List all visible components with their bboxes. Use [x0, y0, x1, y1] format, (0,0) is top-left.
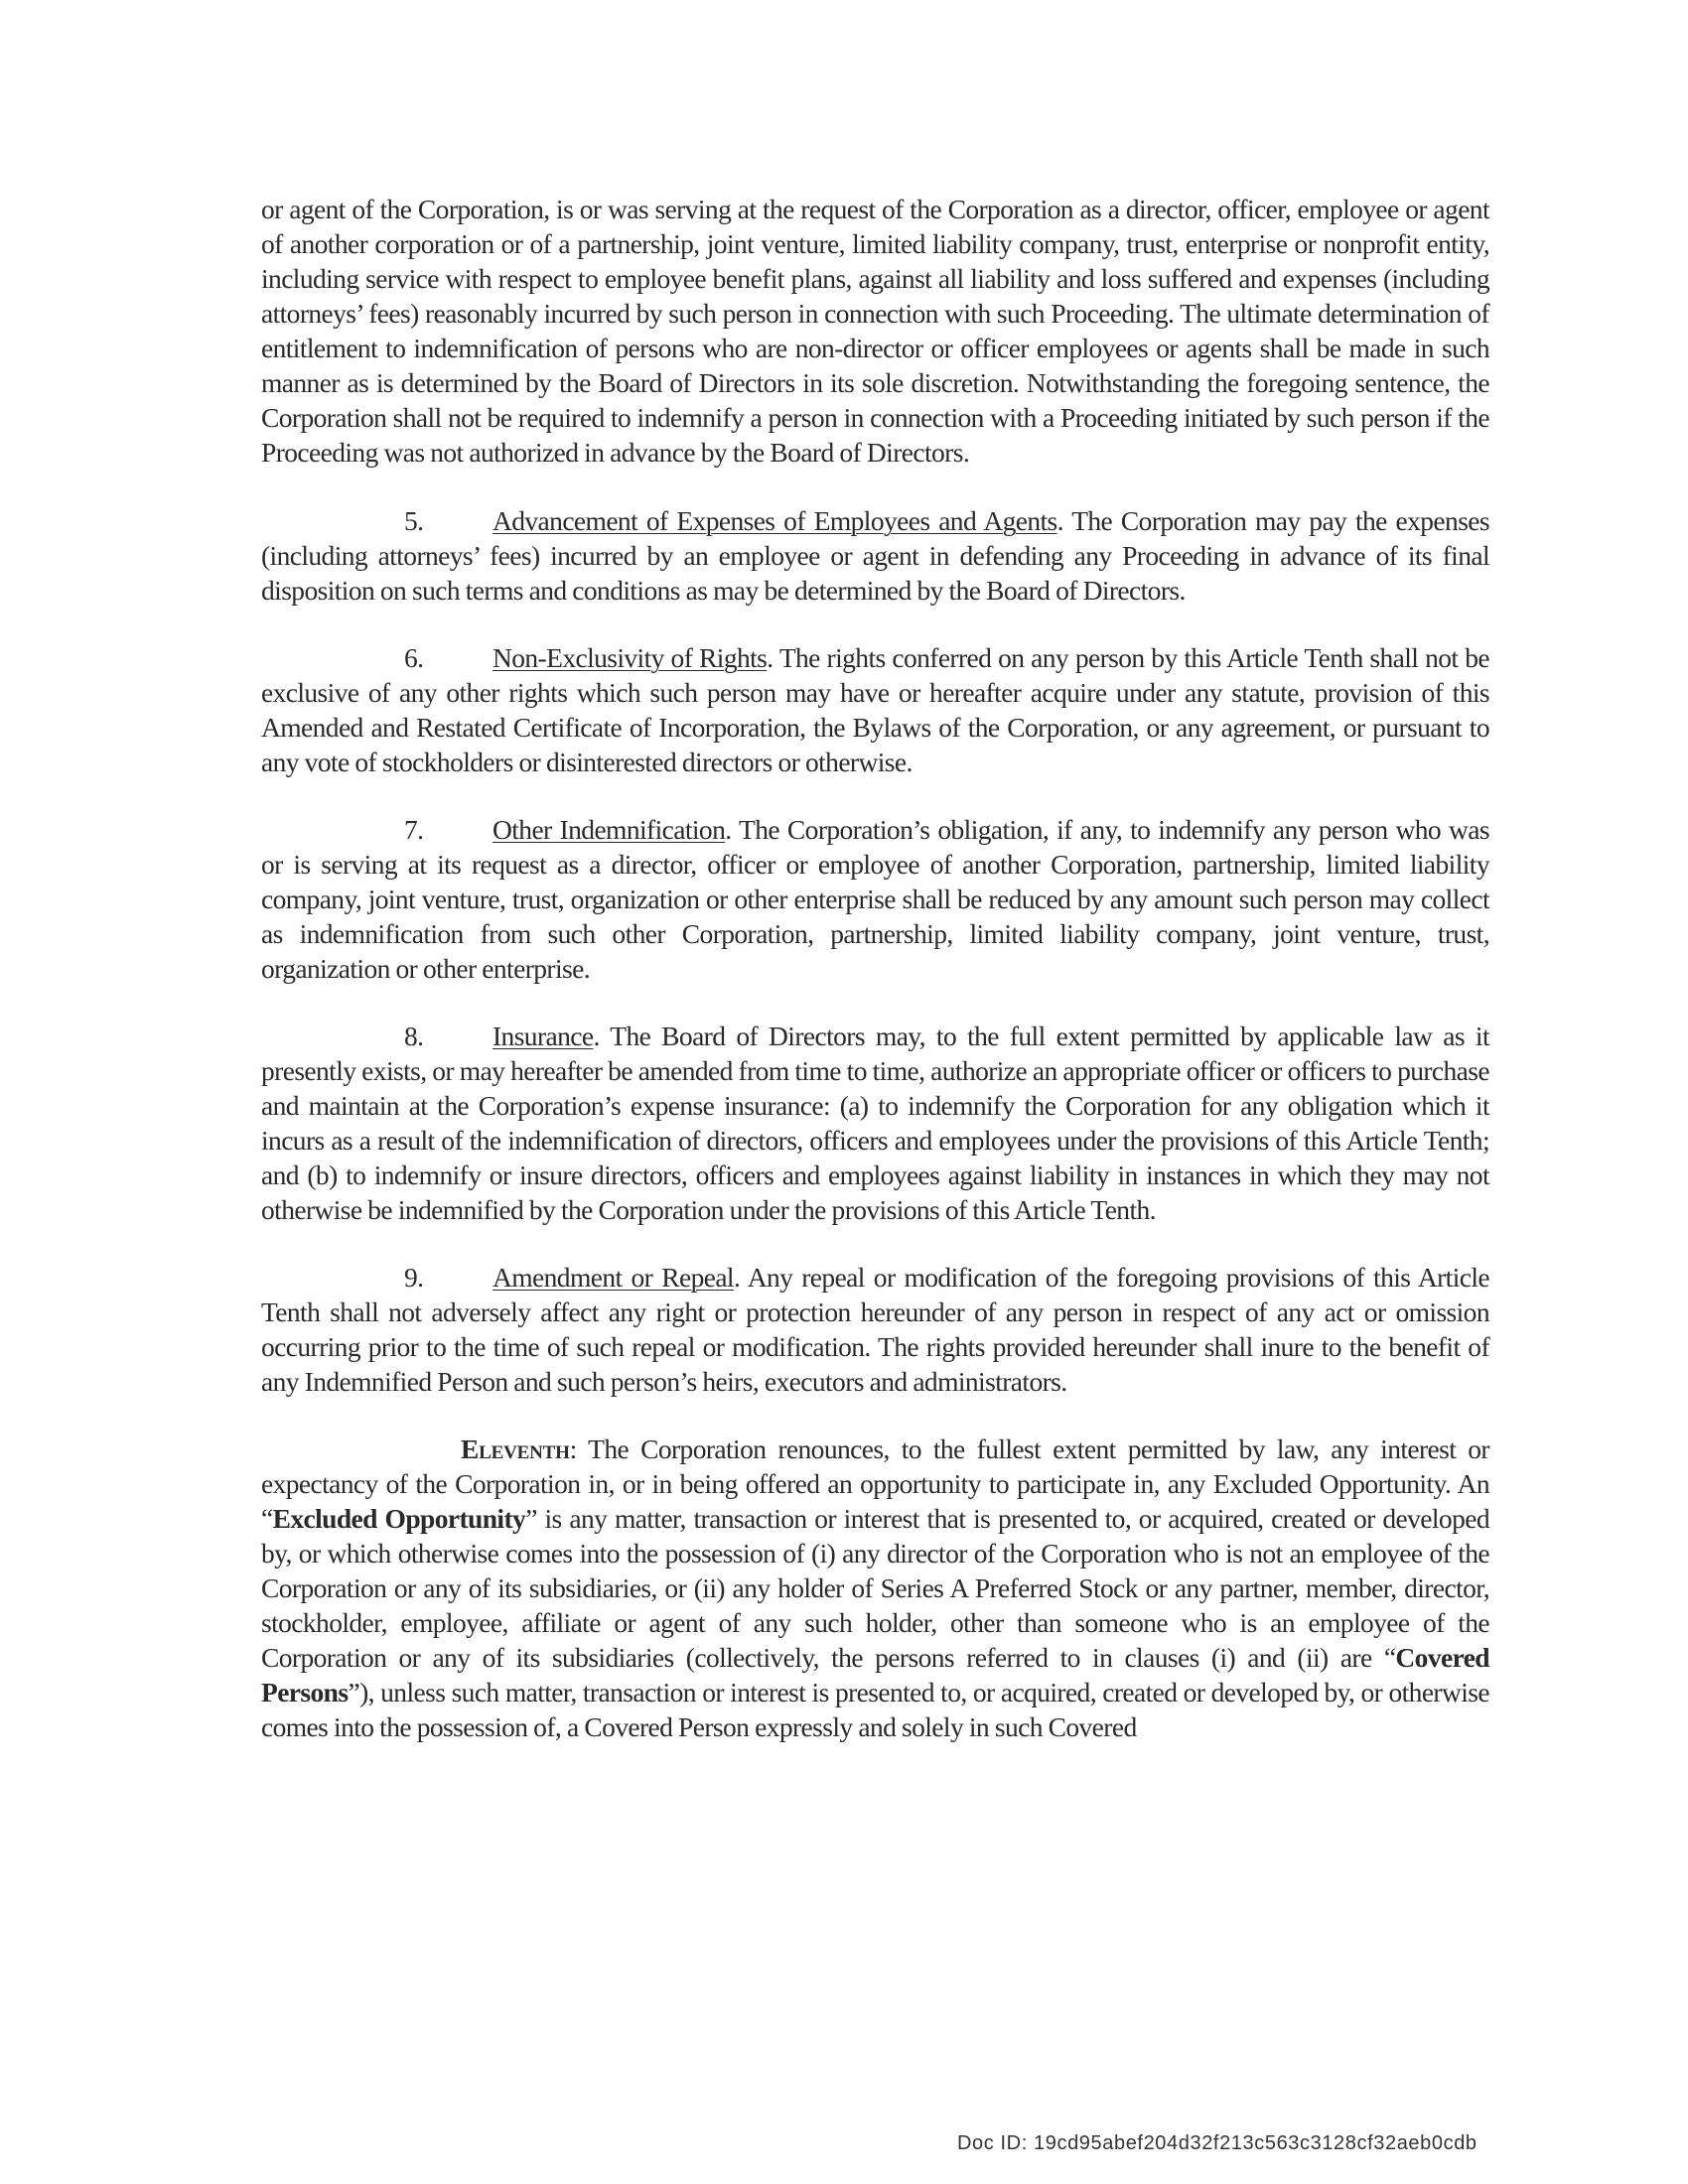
document-page: [261, 192, 1489, 1777]
section-6-non-exclusivity-of-rights: [261, 640, 1489, 779]
article-body-part-1: : The Corporation renounces, to the fullest extent permitted by law, any interest or expectancy of the Corporation in, or in being offered an opportunity to participate in, any Excluded Opportunity. An “: [261, 1433, 1489, 1534]
section-5-advancement-of-expenses: [261, 503, 1489, 608]
section-number: 8.: [404, 1021, 424, 1051]
section-body: . The Corporation’s obligation, if any, to indemnify any person who was or is serving at its request as a director, officer or employee of another Corporation, partnership, limited liability company, joint venture, trust, organization or other enterprise shall be reduced by any amount such person may collect as indemnification from such other Corporation, partnership, limited liability company, joint venture, trust, organization or other enterprise.: [261, 814, 1489, 984]
section-heading: Amendment or Repeal: [492, 1262, 734, 1293]
section-number: 6.: [404, 642, 424, 673]
defined-term-excluded-opportunity: Excluded Opportunity: [272, 1503, 526, 1534]
article-body-part-3: ”), unless such matter, transaction or interest is presented to, or acquired, created or developed by, or otherwise comes into the possession of, a Covered Person expressly and solely in such Covered: [261, 1677, 1489, 1742]
doc-id-footer: Doc ID: 19cd95abef204d32f213c563c3128cf32aeb0cdb: [957, 2132, 1477, 2154]
section-heading: Other Indemnification: [492, 814, 726, 845]
section-9-amendment-or-repeal: [261, 1260, 1489, 1399]
section-heading: Advancement of Expenses of Employees and Agents: [492, 505, 1057, 536]
section-body: . Any repeal or modification of the foregoing provisions of this Article Tenth shall not adversely affect any right or protection hereunder of any person in respect of any act or omission occurring prior to the time of such repeal or modification. The rights provided hereunder shall inure to the benefit of any Indemnified Person and such person’s heirs, executors and administrators.: [261, 1262, 1489, 1397]
article-eleventh: [261, 1432, 1489, 1744]
section-number: 7.: [404, 814, 424, 845]
section-7-other-indemnification: [261, 812, 1489, 986]
section-number: 5.: [404, 505, 424, 536]
defined-term-covered-persons: Covered Persons: [261, 1642, 1489, 1707]
section-number: 9.: [404, 1262, 424, 1293]
section-body: . The rights conferred on any person by this Article Tenth shall not be exclusive of any other rights which such person may have or hereafter acquire under any statute, provision of this Amended and Restated Certificate of Incorporation, the Bylaws of the Corporation, or any agreement, or pursuant to any vote of stockholders or disinterested directors or otherwise.: [261, 642, 1489, 777]
section-heading: Non-Exclusivity of Rights: [492, 642, 768, 673]
article-body-part-2: ” is any matter, transaction or interest that is presented to, or acquired, created or developed by, or which otherwise comes into the possession of (i) any director of the Corporation who is not an employee of the Corporation or any of its subsidiaries, or (ii) any holder of Series A Preferred Stock or any partner, member, director, stockholder, employee, affiliate or agent of any such holder, other than someone who is an employee of the Corporation or any of its subsidiaries (collectively, the persons referred to in clauses (i) and (ii) are “: [261, 1503, 1489, 1673]
section-heading: Insurance: [492, 1021, 594, 1051]
section-8-insurance: [261, 1019, 1489, 1227]
article-label: Eleventh: [461, 1433, 570, 1464]
continuation-paragraph: or agent of the Corporation, is or was serving at the request of the Corporation as a director, officer, employee or agent of another corporation or of a partnership, joint venture, limited liability company, trust, enterprise or nonprofit entity, including service with respect to employee benefit plans, against all liability and loss suffered and expenses (including attorneys’ fees) reasonably incurred by such person in connection with such Proceeding. The ultimate determination of entitlement to indemnification of persons who are non-director or officer employees or agents shall be made in such manner as is determined by the Board of Directors in its sole discretion. Notwithstanding the foregoing sentence, the Corporation shall not be required to indemnify a person in connection with a Proceeding initiated by such person if the Proceeding was not authorized in advance by the Board of Directors.: [261, 194, 1489, 468]
section-body: . The Corporation may pay the expenses (including attorneys’ fees) incurred by an employee or agent in defending any Proceeding in advance of its final disposition on such terms and conditions as may be determined by the Board of Directors.: [261, 505, 1489, 606]
section-body: . The Board of Directors may, to the full extent permitted by applicable law as it presently exists, or may hereafter be amended from time to time, authorize an appropriate officer or officers to purchase and maintain at the Corporation’s expense insurance: (a) to indemnify the Corporation for any obligation which it incurs as a result of the indemnification of directors, officers and employees under the provisions of this Article Tenth; and (b) to indemnify or insure directors, officers and employees against liability in instances in which they may not otherwise be indemnified by the Corporation under the provisions of this Article Tenth.: [261, 1021, 1489, 1225]
